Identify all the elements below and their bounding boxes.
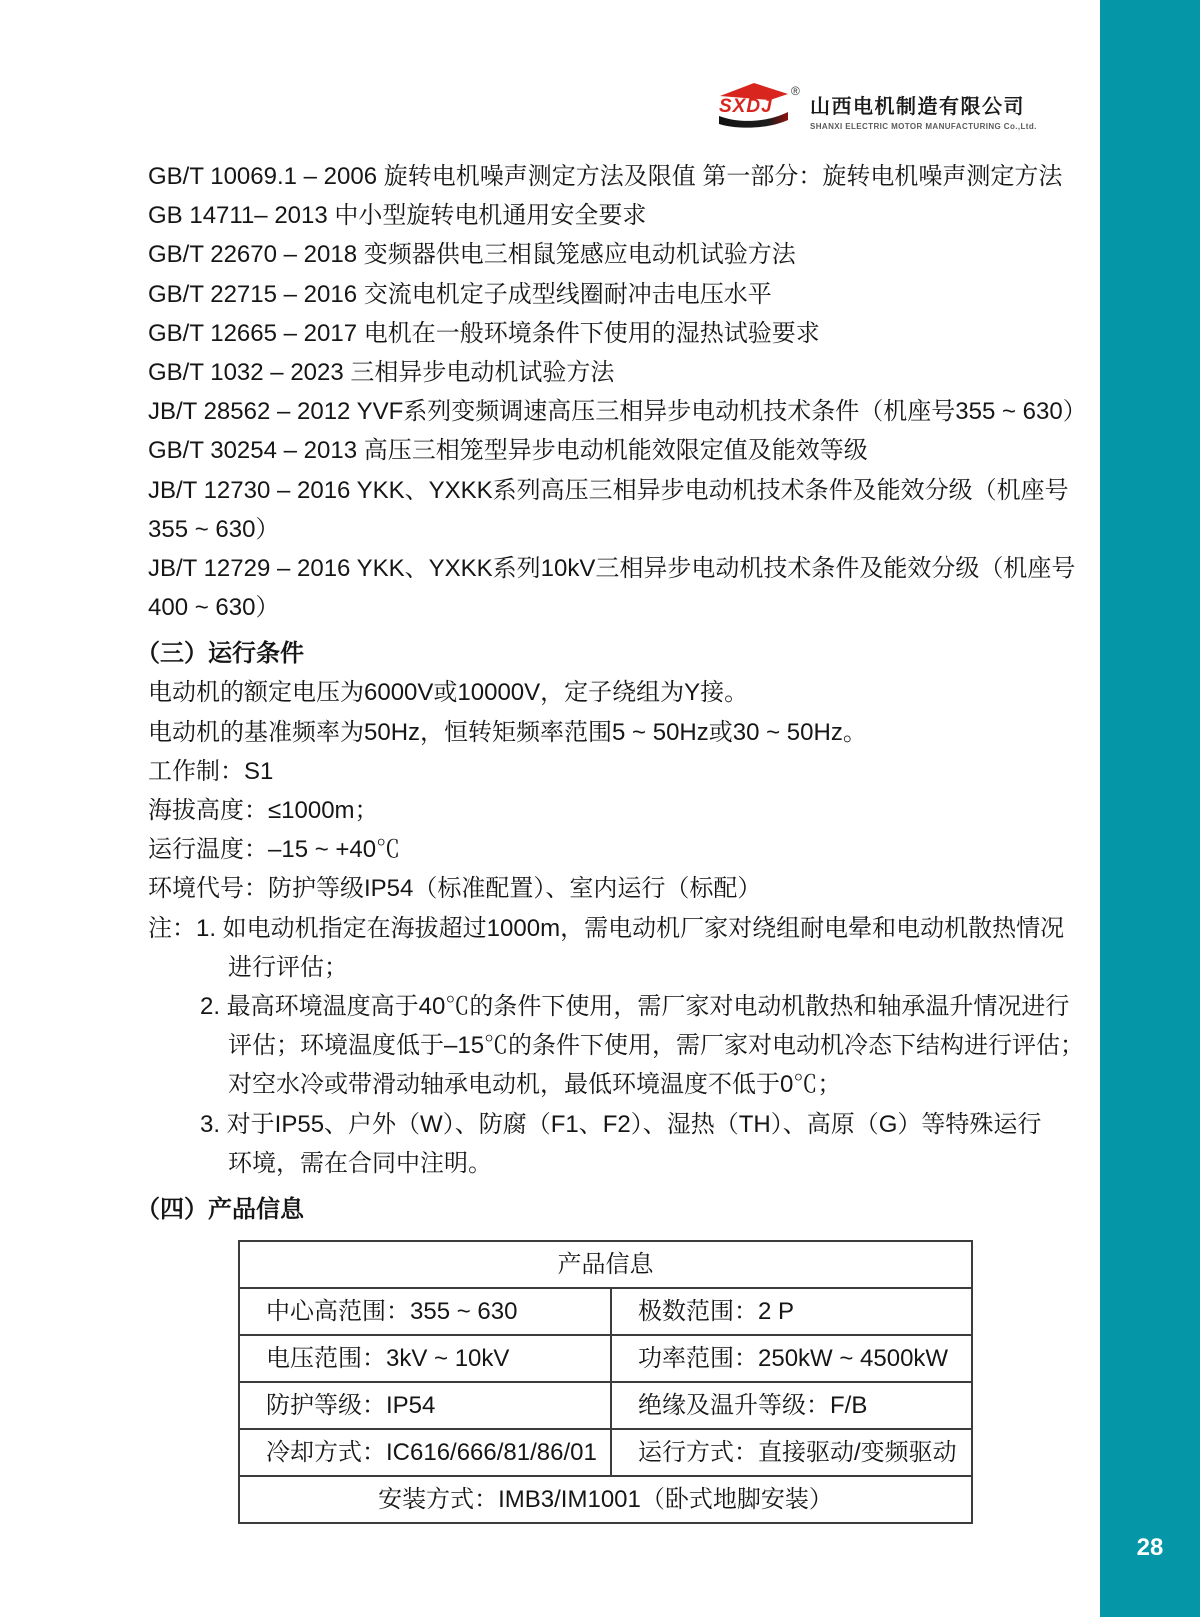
table-row	[239, 1429, 972, 1476]
standard-line: 355 ~ 630）	[148, 515, 280, 543]
standard-line: JB/T 12729 – 2016 YKK、YXKK系列10kV三相异步电动机技术条件及能效分级（机座号	[148, 554, 1076, 582]
table-cell: 极数范围：2 P	[611, 1288, 972, 1335]
table-footer-cell: 安装方式：IMB3/IM1001（卧式地脚安装）	[239, 1476, 972, 1523]
company-name-block	[810, 90, 1037, 131]
table-row	[239, 1476, 972, 1523]
note-line: 评估；环境温度低于–15℃的条件下使用，需厂家对电动机冷态下结构进行评估；	[228, 1032, 1085, 1060]
standard-line: GB/T 30254 – 2013 高压三相笼型异步电动机能效限定值及能效等级	[148, 437, 868, 465]
note-line: 2. 最高环境温度高于40℃的条件下使用，需厂家对电动机散热和轴承温升情况进行	[200, 992, 1070, 1020]
standard-line: GB/T 22715 – 2016 交流电机定子成型线圈耐冲击电压水平	[148, 280, 772, 308]
note-line: 3. 对于IP55、户外（W）、防腐（F1、F2）、湿热（TH）、高原（G）等特殊运行	[200, 1110, 1042, 1138]
table-cell: 运行方式：直接驱动/变频驱动	[611, 1429, 972, 1476]
company-name-en: SHANXI ELECTRIC MOTOR MANUFACTURING Co.,Ltd.	[810, 122, 1037, 131]
page-number: 28	[1136, 1534, 1164, 1561]
standard-line: GB/T 12665 – 2017 电机在一般环境条件下使用的湿热试验要求	[148, 319, 820, 347]
registered-trademark-icon: ®	[791, 84, 800, 98]
table-cell: 功率范围：250kW ~ 4500kW	[611, 1335, 972, 1382]
table-row	[239, 1288, 972, 1335]
section-heading-product-info: （四）产品信息	[136, 1195, 304, 1223]
table-row	[239, 1335, 972, 1382]
standard-line: JB/T 28562 – 2012 YVF系列变频调速高压三相异步电动机技术条件（机座号355 ~ 630）	[148, 398, 1087, 426]
table-row	[239, 1241, 972, 1288]
note-line: 对空水冷或带滑动轴承电动机，最低环境温度不低于0℃；	[228, 1071, 842, 1099]
note-line: 进行评估；	[228, 953, 348, 981]
standard-line: GB/T 22670 – 2018 变频器供电三相鼠笼感应电动机试验方法	[148, 241, 796, 269]
table-cell: 冷却方式：IC616/666/81/86/01	[239, 1429, 611, 1476]
company-name-cn: 山西电机制造有限公司	[810, 96, 1025, 118]
table-cell: 电压范围：3kV ~ 10kV	[239, 1335, 611, 1382]
standard-line: 400 ~ 630）	[148, 594, 280, 622]
sxdj-logo-icon	[714, 80, 806, 134]
table-cell: 防护等级：IP54	[239, 1382, 611, 1429]
table-row	[239, 1382, 972, 1429]
table-cell: 中心高范围：355 ~ 630	[239, 1288, 611, 1335]
condition-line: 运行温度：–15 ~ +40℃	[148, 836, 401, 864]
note-line: 环境，需在合同中注明。	[228, 1149, 492, 1177]
standard-line: GB/T 1032 – 2023 三相异步电动机试验方法	[148, 358, 615, 386]
section-heading-operating-conditions: （三）运行条件	[136, 640, 304, 668]
condition-line: 电动机的额定电压为6000V或10000V，定子绕组为Y接。	[148, 679, 749, 707]
condition-line: 电动机的基准频率为50Hz，恒转矩频率范围5 ~ 50Hz或30 ~ 50Hz。	[148, 718, 867, 746]
logo-text: SXDJ	[719, 96, 773, 117]
right-accent-bar	[1100, 0, 1200, 1617]
table-cell: 绝缘及温升等级：F/B	[611, 1382, 972, 1429]
product-info-table	[238, 1240, 973, 1524]
condition-line: 工作制：S1	[148, 757, 274, 785]
condition-line: 海拔高度：≤1000m；	[148, 797, 379, 824]
page-content	[136, 157, 1087, 1524]
table-title-cell: 产品信息	[239, 1241, 972, 1288]
standard-line: JB/T 12730 – 2016 YKK、YXKK系列高压三相异步电动机技术条件及能效分级（机座号	[148, 476, 1069, 504]
standard-line: GB/T 10069.1 – 2006 旋转电机噪声测定方法及限值 第一部分：旋转电机噪声测定方法	[148, 163, 1063, 190]
standard-line: GB 14711– 2013 中小型旋转电机通用安全要求	[148, 202, 647, 230]
note-line: 注：1. 如电动机指定在海拔超过1000m，需电动机厂家对绕组耐电晕和电动机散热情况	[148, 914, 1065, 942]
condition-line: 环境代号：防护等级IP54（标准配置）、室内运行（标配）	[148, 875, 762, 903]
